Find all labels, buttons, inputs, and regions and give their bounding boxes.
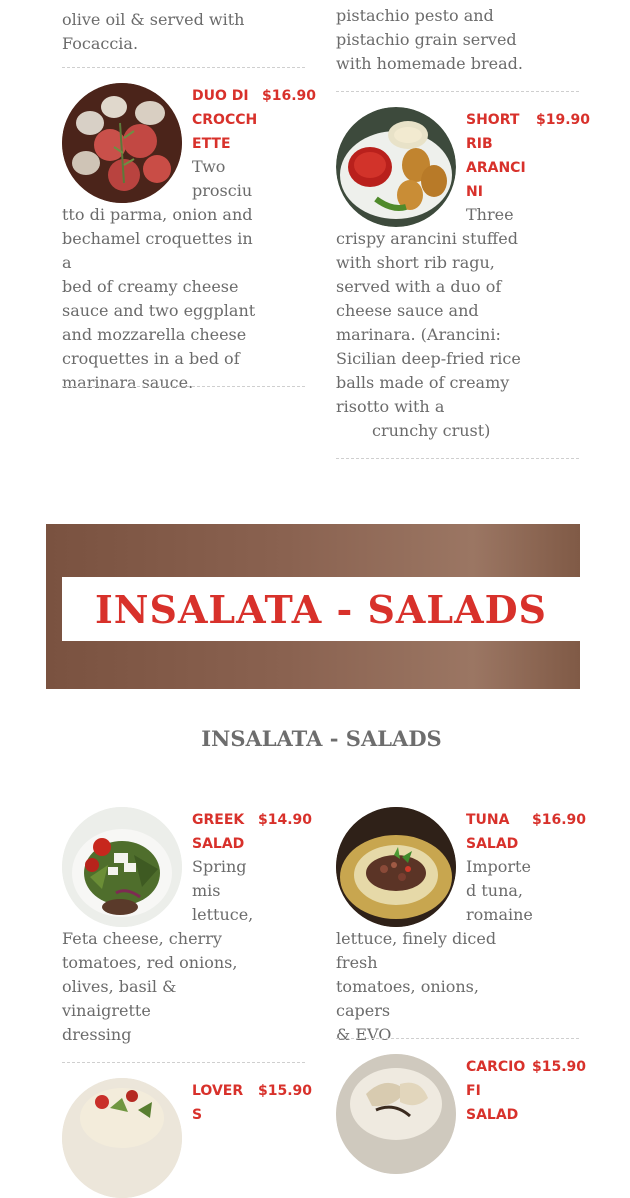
item-name-line: ARANCI — [466, 160, 526, 176]
desc-line: sauce and two eggplant — [62, 301, 256, 320]
desc-line: Two — [192, 157, 226, 176]
lovers-salad-image[interactable] — [62, 1078, 182, 1198]
item-description — [62, 155, 262, 395]
item-name — [466, 108, 534, 204]
desc-line: romaine — [466, 905, 533, 924]
item-description — [336, 203, 536, 443]
desc-line — [62, 0, 292, 8]
desc-line: dressing — [62, 1025, 132, 1044]
desc-line: tomatoes, red onions, — [62, 953, 238, 972]
item-separator — [62, 67, 305, 68]
item-name-line: ETTE — [192, 136, 231, 152]
desc-line: olive oil & served with — [62, 10, 245, 29]
desc-line: olives, basil & vinaigrette — [62, 977, 177, 1020]
desc-line: Three — [466, 205, 514, 224]
item-separator — [62, 1062, 305, 1063]
section-banner-box — [62, 577, 580, 641]
desc-line: & EVO — [336, 1025, 392, 1044]
item-name-line: NI — [466, 184, 483, 200]
item-name — [192, 808, 256, 856]
section-banner-title: INSALATA - SALADS — [95, 586, 547, 632]
desc-line: mis — [192, 881, 221, 900]
desc-line: Spring — [192, 857, 247, 876]
desc-line: crispy arancini stuffed — [336, 229, 518, 248]
item-name-line: RIB — [466, 136, 493, 152]
desc-line: croquettes in a bed of — [62, 349, 240, 368]
desc-line: tomatoes, onions, capers — [336, 977, 479, 1020]
item-name-line: LOVER — [192, 1083, 244, 1099]
item-name-line: SHORT — [466, 112, 520, 128]
desc-line: lettuce, — [192, 905, 254, 924]
desc-line: with homemade bread. — [336, 54, 523, 73]
item-name — [192, 1079, 256, 1127]
item-name — [192, 84, 260, 156]
item-name-line: DUO DI — [192, 88, 249, 104]
desc-line: cheese sauce and — [336, 301, 479, 320]
desc-line: bechamel croquettes in a — [62, 229, 253, 272]
item-name — [466, 808, 530, 856]
item-name-line: TUNA — [466, 812, 510, 828]
item-name-line: CARCIO — [466, 1059, 526, 1075]
item-separator — [62, 386, 305, 387]
desc-line: with short rib ragu, — [336, 253, 495, 272]
item-separator — [336, 1038, 579, 1039]
desc-line: pistachio grain served — [336, 30, 517, 49]
desc-line: balls made of creamy — [336, 373, 510, 392]
desc-line: marinara sauce. — [62, 373, 194, 392]
desc-line: tto di parma, onion and — [62, 205, 253, 224]
item-name-line: FI — [466, 1083, 481, 1099]
desc-line: pistachio pesto and — [336, 6, 494, 25]
desc-line: crunchy crust) — [372, 421, 491, 440]
carciofi-salad-image[interactable] — [336, 1054, 456, 1174]
section-subtitle: INSALATA - SALADS — [201, 726, 442, 751]
desc-line: served with a duo of — [336, 277, 502, 296]
item-name-line: GREEK — [192, 812, 245, 828]
partial-item-description-left — [62, 0, 292, 56]
item-name-line: SALAD — [466, 836, 519, 852]
item-name-line: SALAD — [466, 1107, 519, 1123]
item-name-line: S — [192, 1107, 203, 1123]
desc-line: bed of creamy cheese — [62, 277, 239, 296]
desc-line: Focaccia. — [62, 34, 139, 53]
desc-line: d tuna, — [466, 881, 523, 900]
item-price: $16.90 — [532, 812, 587, 828]
item-description — [336, 855, 536, 1047]
item-price: $14.90 — [258, 812, 313, 828]
desc-line: risotto with a — [336, 397, 445, 416]
item-price: $16.90 — [262, 88, 317, 104]
desc-line: Importe — [466, 857, 531, 876]
desc-line: prosciu — [192, 181, 253, 200]
item-name — [466, 1055, 534, 1127]
item-price: $19.90 — [536, 112, 591, 128]
partial-item-description-right — [336, 4, 566, 76]
item-name-line: CROCCH — [192, 112, 258, 128]
item-name-line: SALAD — [192, 836, 245, 852]
item-price: $15.90 — [532, 1059, 587, 1075]
desc-line: Feta cheese, cherry — [62, 929, 222, 948]
desc-line: and mozzarella cheese — [62, 325, 247, 344]
desc-line: lettuce, finely diced fresh — [336, 929, 497, 972]
desc-line: marinara. (Arancini: — [336, 325, 501, 344]
item-price: $15.90 — [258, 1083, 313, 1099]
desc-line: Sicilian deep-fried rice — [336, 349, 521, 368]
item-separator — [336, 458, 579, 459]
item-separator — [336, 91, 579, 92]
item-description — [62, 855, 262, 1047]
